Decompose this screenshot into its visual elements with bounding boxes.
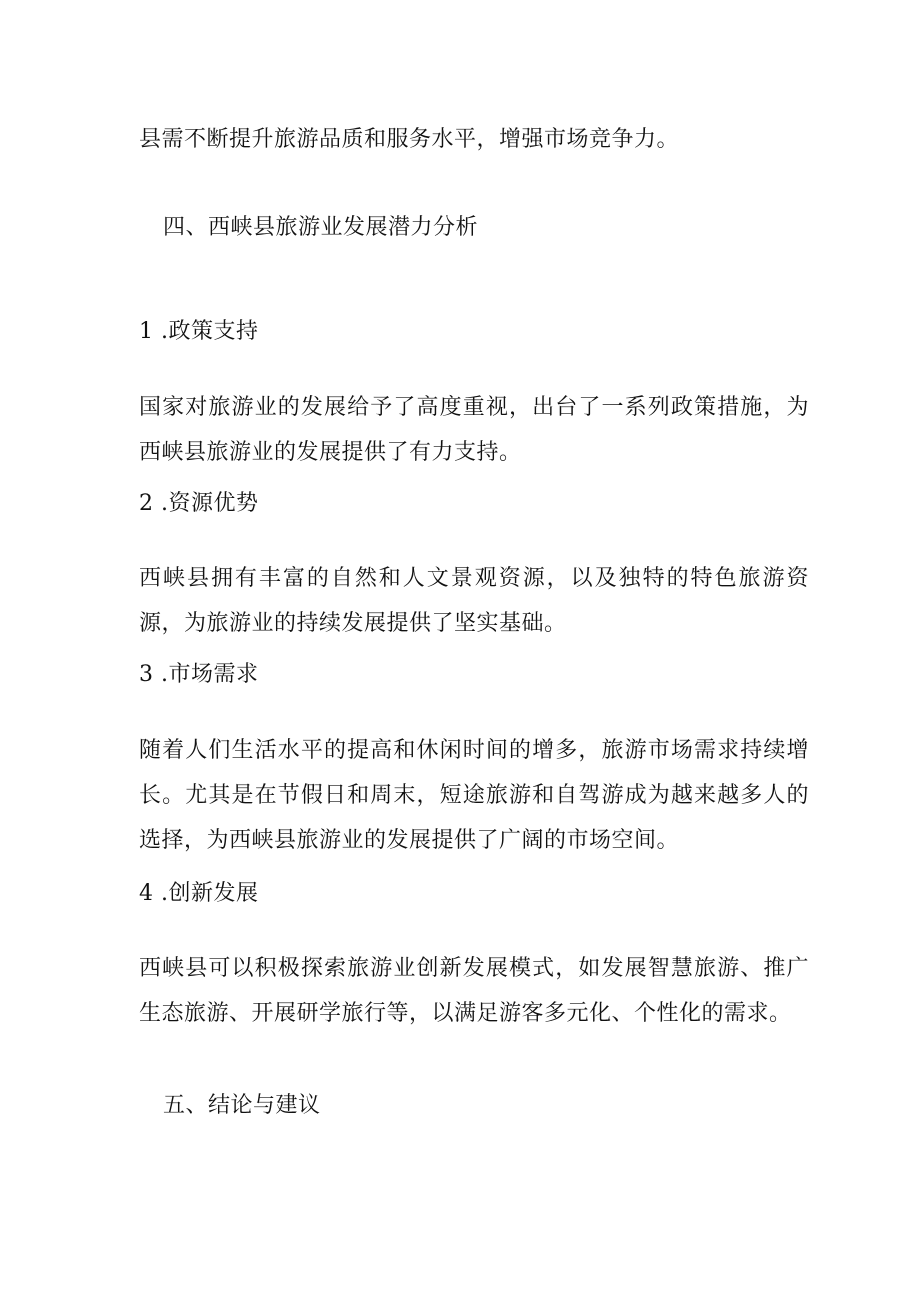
- item-body-2: 西峡县拥有丰富的自然和人文景观资源，以及独特的特色旅游资源，为旅游业的持续发展提供了坚实基础。: [139, 566, 809, 636]
- item-heading-2: 2 .资源优势: [139, 491, 259, 516]
- item-body-4: 西峡县可以积极探索旅游业创新发展模式，如发展智慧旅游、推广生态旅游、开展研学旅行等，以满足游客多元化、个性化的需求。: [139, 956, 809, 1026]
- item-heading-1: 1 .政策支持: [139, 319, 259, 344]
- section-heading-4: 四、西峡县旅游业发展潜力分析: [163, 215, 479, 240]
- item-heading-4: 4 .创新发展: [139, 881, 259, 906]
- item-body-3: 随着人们生活水平的提高和休闲时间的增多，旅游市场需求持续增长。尤其是在节假日和周末，短途旅游和自驾游成为越来越多人的选择，为西峡县旅游业的发展提供了广阔的市场空间。: [139, 738, 809, 853]
- item-body-1: 国家对旅游业的发展给予了高度重视，出台了一系列政策措施，为西峡县旅游业的发展提供了有力支持。: [139, 395, 809, 465]
- paragraph-continuation: 县需不断提升旅游品质和服务水平，增强市场竞争力。: [139, 127, 680, 152]
- item-heading-3: 3 .市场需求: [139, 662, 259, 687]
- section-heading-5: 五、结论与建议: [163, 1093, 321, 1118]
